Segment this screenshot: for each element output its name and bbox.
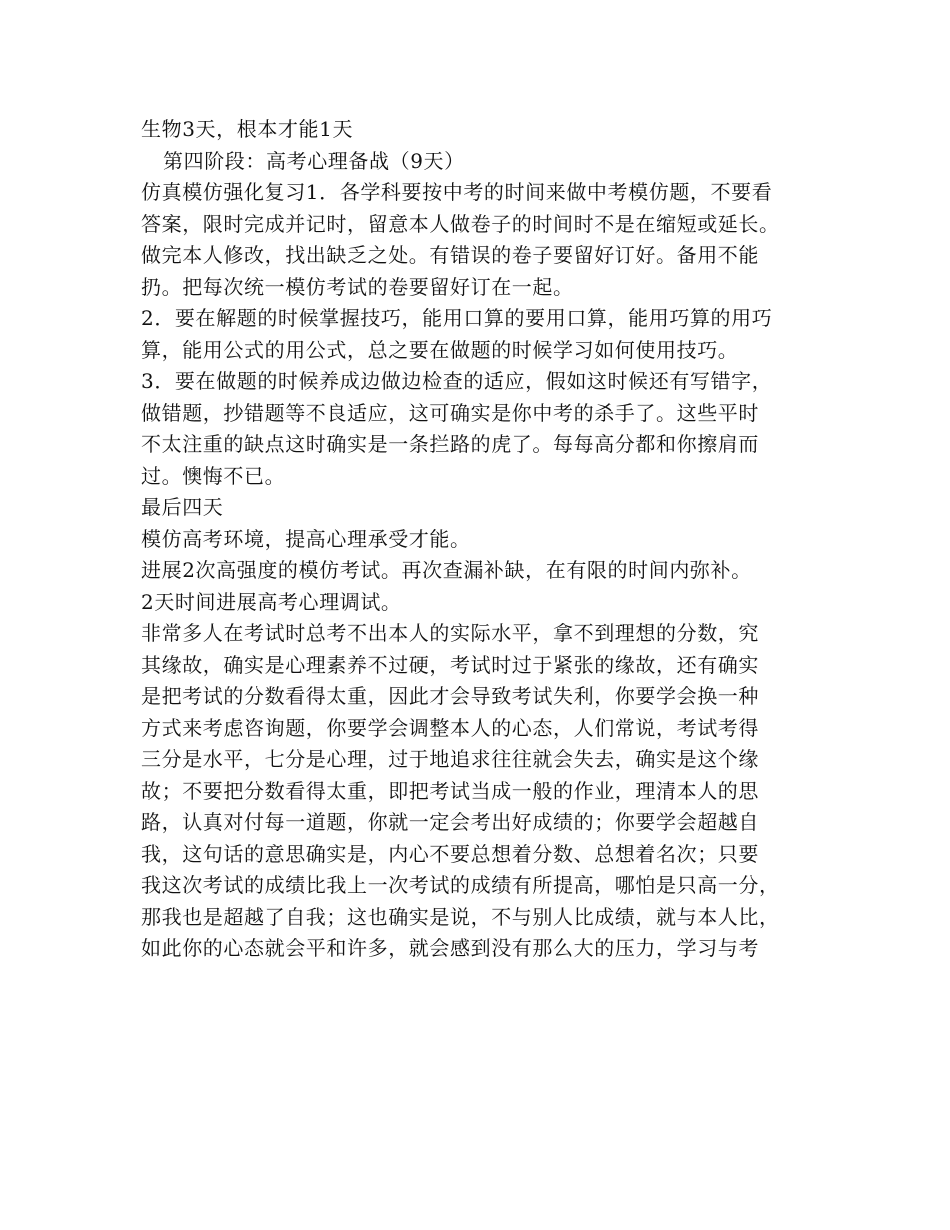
text-line: 三分是水平，七分是心理，过于地追求往往就会失去，确实是这个缘 — [141, 747, 759, 771]
text-line: 3．要在做题的时候养成边做边检查的适应，假如这时候还有写错字， — [141, 369, 773, 393]
text-line: 我，这句话的意思确实是，内心不要总想着分数、总想着名次；只要 — [141, 841, 759, 866]
text-line: 方式来考虑咨询题，你要学会调整本人的心态，人们常说，考试考得 — [141, 715, 759, 740]
text-line: 最后四天 — [141, 495, 224, 519]
text-line: 答案，限时完成并记时，留意本人做卷子的时间时不是在缩短或延长。 — [141, 211, 780, 236]
text-line: 2．要在解题的时候掌握技巧，能用口算的要用口算，能用巧算的用巧 — [141, 306, 773, 330]
text-line: 是把考试的分数看得太重，因此才会导致考试失利，你要学会换一种 — [141, 684, 759, 708]
text-line: 扔。把每次统一模仿考试的卷要留好订在一起。 — [141, 274, 574, 299]
text-line: 仿真模仿强化复习1．各学科要按中考的时间来做中考模仿题，不要看 — [141, 180, 773, 204]
text-line: 做错题，抄错题等不良适应，这可确实是你中考的杀手了。这些平时 — [141, 400, 759, 425]
text-line: 进展2次高强度的模仿考试。再次查漏补缺，在有限的时间内弥补。 — [141, 558, 752, 582]
text-line: 做完本人修改，找出缺乏之处。有错误的卷子要留好订好。备用不能 — [141, 243, 759, 267]
text-line: 过。懊悔不已。 — [141, 463, 286, 488]
text-line: 那我也是超越了自我；这也确实是说，不与别人比成绩，就与本人比， — [141, 904, 780, 929]
text-line: 生物3天，根本才能1天 — [141, 117, 354, 141]
text-line: 非常多人在考试时总考不出本人的实际水平，拿不到理想的分数，究 — [141, 621, 759, 645]
text-line: 我这次考试的成绩比我上一次考试的成绩有所提高，哪怕是只高一分， — [141, 873, 780, 897]
text-line: 模仿高考环境，提高心理承受才能。 — [141, 526, 471, 551]
text-line: 其缘故，确实是心理素养不过硬，考试时过于紧张的缘故，还有确实 — [141, 652, 759, 677]
document-body — [141, 114, 821, 965]
text-line: 故；不要把分数看得太重，即把考试当成一般的作业，理清本人的思 — [141, 778, 759, 803]
text-line: 2天时间进展高考心理调试。 — [141, 589, 402, 614]
section-heading: 第四阶段：高考心理备战（9天） — [163, 148, 465, 173]
text-line: 算，能用公式的用公式，总之要在做题的时候学习如何使用技巧。 — [141, 337, 739, 362]
text-line: 如此你的心态就会平和许多，就会感到没有那么大的压力，学习与考 — [141, 936, 759, 960]
text-line: 路，认真对付每一道题，你就一定会考出好成绩的；你要学会超越自 — [141, 810, 759, 834]
text-line: 不太注重的缺点这时确实是一条拦路的虎了。每每高分都和你擦肩而 — [141, 432, 759, 456]
